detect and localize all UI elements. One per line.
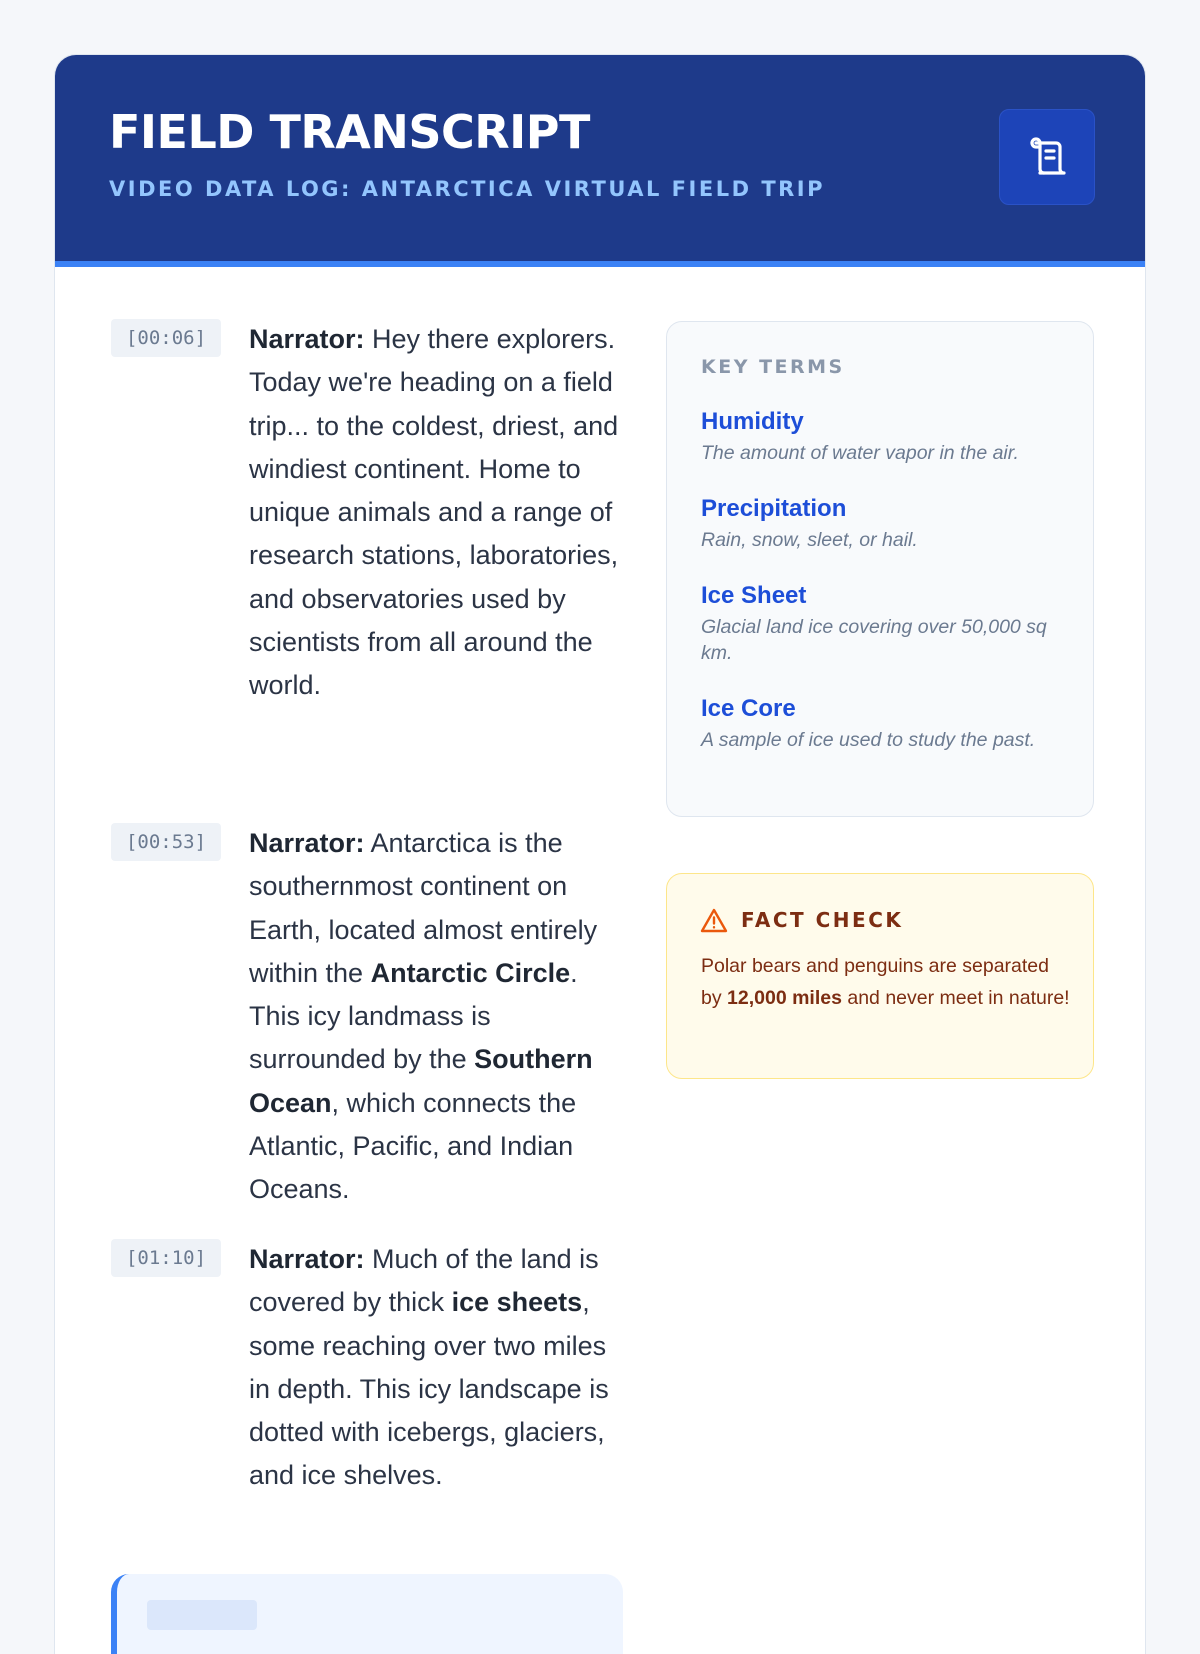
- page-title: FIELD TRANSCRIPT: [109, 105, 590, 159]
- key-terms-panel: [666, 321, 1094, 817]
- bold-text: Antarctic Circle: [370, 957, 571, 988]
- transcript-text: [249, 1238, 621, 1498]
- text-run: Hey there explorers. Today we're heading on a field trip... to the coldest, driest, and windiest continent. Home to unique animals and a range of research stations, laboratories, and observatories used by scientists from all around the world.: [249, 324, 619, 701]
- bold-text: Narrator:: [249, 828, 365, 858]
- page-subtitle: VIDEO DATA LOG: ANTARCTICA VIRTUAL FIELD TRIP: [109, 177, 826, 201]
- text-run: and never meet in nature!: [841, 987, 1070, 1009]
- key-term: [701, 495, 1071, 553]
- key-term: [701, 408, 1071, 466]
- text-run: Polar bears and penguins are separated by: [701, 955, 1049, 1009]
- fact-check-text: [701, 950, 1073, 1014]
- bold-text: Southern Ocean: [249, 1044, 593, 1118]
- timestamp[interactable]: [00:06]: [111, 319, 221, 357]
- term-definition: A sample of ice used to study the past.: [701, 729, 1036, 751]
- text-run: Much of the land is covered by thick: [249, 1244, 599, 1318]
- text-run: , some reaching over two miles in depth. This icy landscape is dotted with icebergs, glaciers, and ice shelves.: [249, 1287, 609, 1491]
- bold-text: ice sheets: [451, 1287, 583, 1318]
- key-term: [701, 582, 1071, 666]
- transcript-note-card: [111, 1574, 623, 1654]
- transcript-card: [54, 54, 1146, 1654]
- header: [55, 55, 1146, 267]
- term-definition: Glacial land ice covering over 50,000 sq km.: [701, 616, 1047, 664]
- timestamp[interactable]: [01:10]: [111, 1239, 221, 1277]
- timestamp[interactable]: [00:53]: [111, 823, 221, 861]
- text-run: . This icy landmass is surrounded by the: [249, 957, 578, 1075]
- fact-check-panel: [666, 873, 1094, 1079]
- note-label: [147, 1600, 257, 1630]
- term-name: Precipitation: [701, 495, 847, 522]
- scroll-icon: [1023, 133, 1071, 181]
- bold-text: Narrator:: [249, 1244, 365, 1274]
- bold-text: Narrator:: [249, 324, 365, 354]
- key-terms-heading: KEY TERMS: [701, 356, 845, 378]
- term-name: Ice Core: [701, 695, 796, 722]
- transcript-text: [249, 318, 621, 708]
- bold-text: 12,000 miles: [727, 987, 842, 1009]
- key-term: [701, 695, 1071, 753]
- term-name: Ice Sheet: [701, 582, 807, 609]
- warning-icon: [700, 908, 728, 934]
- text-run: Antarctica is the southernmost continent on Earth, located almost entirely within the: [249, 828, 598, 988]
- transcript-text: [249, 822, 621, 1212]
- term-definition: Rain, snow, sleet, or hail.: [701, 529, 918, 551]
- text-run: , which connects the Atlantic, Pacific, and Indian Oceans.: [249, 1087, 577, 1205]
- term-name: Humidity: [701, 408, 804, 435]
- scroll-button[interactable]: [999, 109, 1095, 205]
- term-definition: The amount of water vapor in the air.: [701, 442, 1019, 464]
- fact-check-heading: FACT CHECK: [741, 908, 904, 932]
